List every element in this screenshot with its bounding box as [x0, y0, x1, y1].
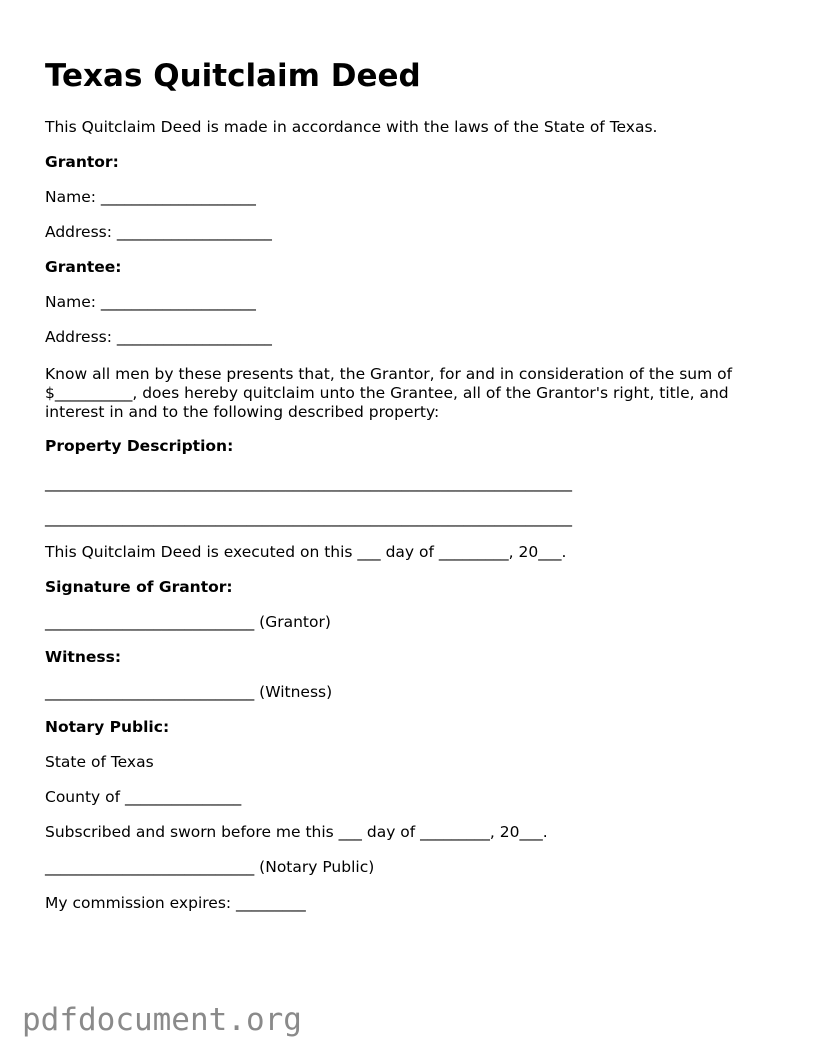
notary-heading: Notary Public: — [45, 718, 170, 736]
grantee-name-field: Name: ____________________ — [45, 293, 256, 311]
grantor-name-field: Name: ____________________ — [45, 188, 256, 206]
intro-text: This Quitclaim Deed is made in accordance with the laws of the State of Texas. — [45, 118, 658, 136]
witness-heading: Witness: — [45, 648, 122, 666]
notary-state: State of Texas — [45, 753, 154, 771]
property-line-2: ____________________________________________________________________ — [45, 509, 572, 527]
grantor-signature-line: ___________________________ (Grantor) — [45, 613, 331, 631]
notary-county-field: County of _______________ — [45, 788, 242, 806]
watermark: pdfdocument.org — [22, 1002, 302, 1038]
signature-heading: Signature of Grantor: — [45, 578, 233, 596]
grantor-heading: Grantor: — [45, 153, 119, 171]
notary-sworn-text: Subscribed and sworn before me this ___ day of _________, 20___. — [45, 823, 548, 841]
property-heading: Property Description: — [45, 437, 234, 455]
notary-commission-field: My commission expires: _________ — [45, 894, 306, 912]
consideration-paragraph: Know all men by these presents that, the Grantor, for and in consideration of the sum of $__________, does hereby quitclaim unto the Grantee, all of the Grantor's right, title, and interest in and to the following described property: — [45, 365, 733, 421]
grantee-address-field: Address: ____________________ — [45, 328, 272, 346]
notary-signature-line: ___________________________ (Notary Public) — [45, 858, 375, 876]
execution-date-text: This Quitclaim Deed is executed on this ___ day of _________, 20___. — [45, 543, 567, 561]
grantor-address-field: Address: ____________________ — [45, 223, 272, 241]
property-line-1: ____________________________________________________________________ — [45, 474, 572, 492]
document-title: Texas Quitclaim Deed — [45, 58, 421, 94]
witness-signature-line: ___________________________ (Witness) — [45, 683, 333, 701]
grantee-heading: Grantee: — [45, 258, 122, 276]
